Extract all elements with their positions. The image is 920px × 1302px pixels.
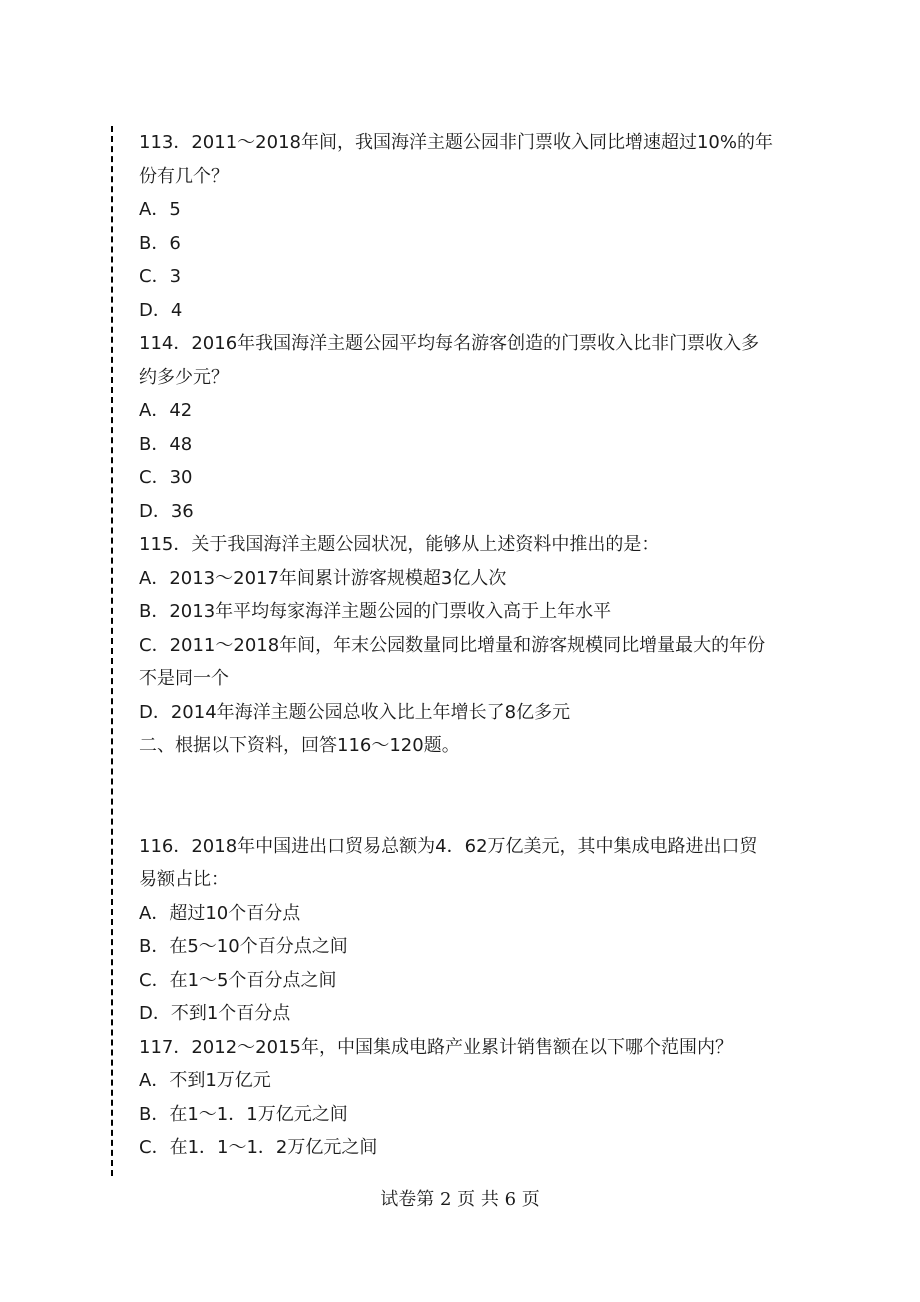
question-stem-line: 113．2011～2018年间，我国海洋主题公园非门票收入同比增速超过10%的年 — [139, 132, 773, 153]
answer-option-b: B．在1～1．1万亿元之间 — [139, 1103, 348, 1125]
answer-option-a: A．超过10个百分点 — [139, 902, 301, 924]
question-stem-line: 117．2012～2015年，中国集成电路产业累计销售额在以下哪个范围内？ — [139, 1036, 733, 1058]
answer-option-d: D．36 — [139, 500, 194, 522]
question-stem-line: 116．2018年中国进出口贸易总额为4．62万亿美元，其中集成电路进出口贸 — [139, 835, 758, 857]
question-stem-line: 份有几个？ — [139, 165, 229, 187]
answer-option-a: A．不到1万亿元 — [139, 1070, 271, 1091]
question-113 — [139, 126, 789, 327]
answer-option-c: C．2011～2018年间，年末公园数量同比增量和游客规模同比增量最大的年份 — [139, 634, 766, 656]
answer-option-c: C．30 — [139, 467, 193, 488]
answer-option-c: C．在1．1～1．2万亿元之间 — [139, 1137, 378, 1158]
blank-space — [139, 763, 789, 830]
question-stem-line: 115．关于我国海洋主题公园状况，能够从上述资料中推出的是： — [139, 534, 660, 555]
answer-option-d: D．2014年海洋主题公园总收入比上年增长了8亿多元 — [139, 701, 571, 723]
question-115 — [139, 528, 789, 729]
answer-option-b: B．在5～10个百分点之间 — [139, 936, 348, 957]
answer-option-a: A．42 — [139, 400, 193, 421]
question-116 — [139, 830, 789, 1031]
question-117 — [139, 1031, 789, 1165]
answer-option-c: C．在1～5个百分点之间 — [139, 969, 337, 991]
answer-option-a: A．5 — [139, 199, 181, 220]
answer-option-a: A．2013～2017年间累计游客规模超3亿人次 — [139, 567, 507, 589]
answer-option-b: B．6 — [139, 232, 181, 254]
answer-option-b: B．48 — [139, 433, 193, 455]
answer-option-d: D．4 — [139, 299, 183, 321]
question-stem-line: 114．2016年我国海洋主题公园平均每名游客创造的门票收入比非门票收入多 — [139, 333, 760, 354]
question-stem-line: 易额占比： — [139, 869, 229, 890]
section-heading: 二、根据以下资料，回答116～120题。 — [139, 735, 460, 756]
answer-option-d: D．不到1个百分点 — [139, 1003, 291, 1024]
exam-content — [139, 126, 789, 1165]
binding-dashed-line — [111, 126, 113, 1176]
question-stem-line: 约多少元？ — [139, 366, 229, 388]
answer-option-b: B．2013年平均每家海洋主题公园的门票收入高于上年水平 — [139, 601, 612, 622]
question-114 — [139, 327, 789, 528]
page-footer: 试卷第 2 页 共 6 页 — [380, 1189, 540, 1210]
answer-option-c-continued: 不是同一个 — [139, 668, 229, 689]
answer-option-c: C．3 — [139, 266, 182, 287]
